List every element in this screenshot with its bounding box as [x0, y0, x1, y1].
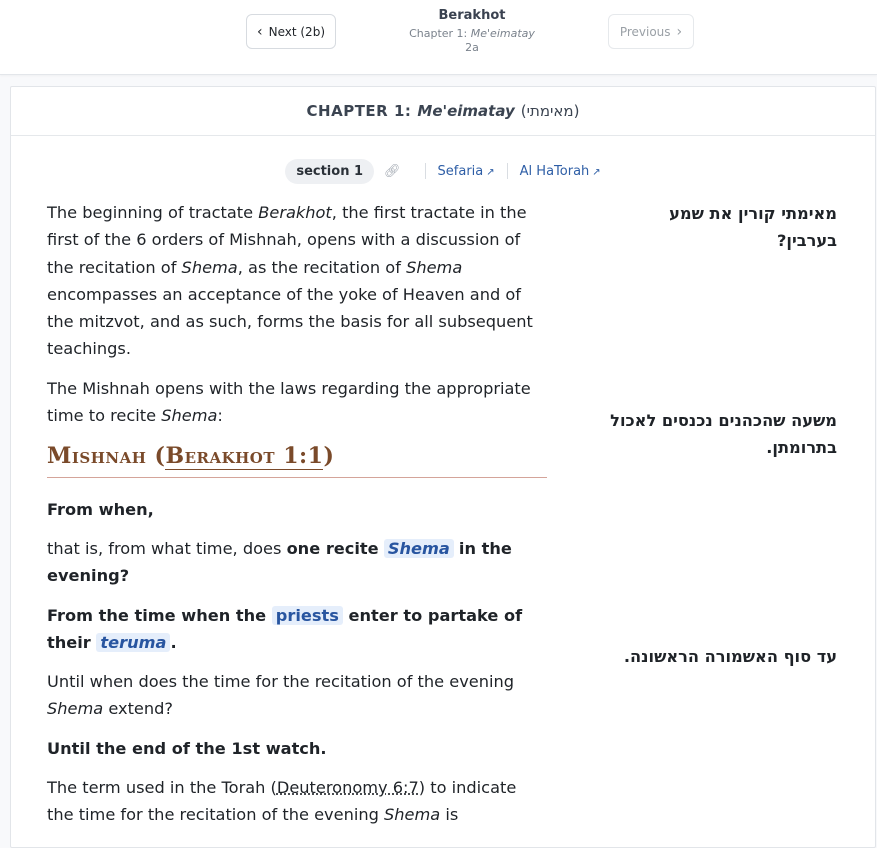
- page-heading: [372, 8, 572, 55]
- hebrew-text-3: עד סוף האשמורה הראשונה.: [623, 647, 837, 666]
- mishnah-line: The term used in the Torah (Deuteronomy 6:7) to indicate the time for the recitation of the evening Shema is: [47, 778, 517, 825]
- chapter-hebrew-name: (מאימתי): [520, 102, 580, 120]
- link-icon[interactable]: 🔗︎: [384, 163, 401, 179]
- section-toolbar: [11, 157, 875, 185]
- section-badge[interactable]: section 1: [285, 159, 374, 184]
- mishnah-line: From the time when the priests enter to partake of their teruma .: [47, 605, 523, 652]
- mishnah-line: that is, from what time, does one recite Shema in the evening?: [47, 538, 512, 586]
- next-page-button[interactable]: [246, 14, 336, 49]
- term-highlight[interactable]: priests: [272, 606, 343, 625]
- chapter-prefix: Chapter 1:: [409, 27, 468, 40]
- term-highlight[interactable]: teruma: [96, 633, 170, 652]
- mishnah-reference-link[interactable]: Berakhot 1:1: [165, 443, 324, 470]
- top-nav-bar: [0, 0, 877, 75]
- mishnah-line: Until when does the time for the recitation of the evening Shema extend?: [47, 672, 515, 719]
- mishnah-line: Until the end of the 1st watch.: [47, 738, 327, 758]
- chevron-right-icon: ›: [676, 23, 683, 40]
- alhatorah-link[interactable]: Al HaTorah ↗: [519, 163, 601, 179]
- external-link-icon: ↗: [486, 166, 495, 178]
- term-highlight[interactable]: Shema: [384, 539, 454, 558]
- verse-reference-link[interactable]: Deuteronomy 6:7: [276, 778, 419, 798]
- chevron-left-icon: ‹: [257, 23, 263, 40]
- mishnah-line: From when,: [47, 499, 154, 519]
- intro-paragraph: The beginning of tractate Berakhot, the first tractate in the first of the 6 orders of Mishnah, opens with a discussion of the recitation of Shema, as the recitation of Shema encompasses an acceptance of the yoke of Heaven and of the mitzvot, and as such, forms the basis for all subsequent teachings.: [47, 203, 533, 359]
- chapter-header: [11, 87, 875, 136]
- tractate-title: Berakhot: [438, 8, 506, 23]
- sefaria-link[interactable]: Sefaria ↗: [437, 163, 495, 179]
- external-link-icon: ↗: [592, 166, 601, 178]
- hebrew-text-1: מאימתי קורין את שמע בערבין?: [669, 204, 837, 251]
- mishnah-heading: Mishnah (Berakhot 1:1): [47, 441, 547, 477]
- chapter-name: Me'eimatay: [417, 102, 515, 120]
- divider: [507, 163, 508, 179]
- previous-page-button[interactable]: [608, 14, 694, 49]
- chapter-name: Me'eimatay: [470, 27, 535, 40]
- previous-page-label: Previous: [619, 24, 671, 39]
- chapter-label: CHAPTER 1:: [306, 102, 412, 120]
- daf-page: 2a: [465, 41, 479, 54]
- next-page-label: Next (2b): [268, 24, 325, 39]
- chapter-subtitle: [372, 26, 572, 41]
- intro-paragraph: The Mishnah opens with the laws regarding the appropriate time to recite Shema:: [47, 378, 531, 426]
- divider: [425, 163, 426, 179]
- hebrew-text-2: משעה שהכהנים נכנסים לאכול בתרומתן.: [610, 411, 837, 458]
- english-text-column: [47, 199, 547, 841]
